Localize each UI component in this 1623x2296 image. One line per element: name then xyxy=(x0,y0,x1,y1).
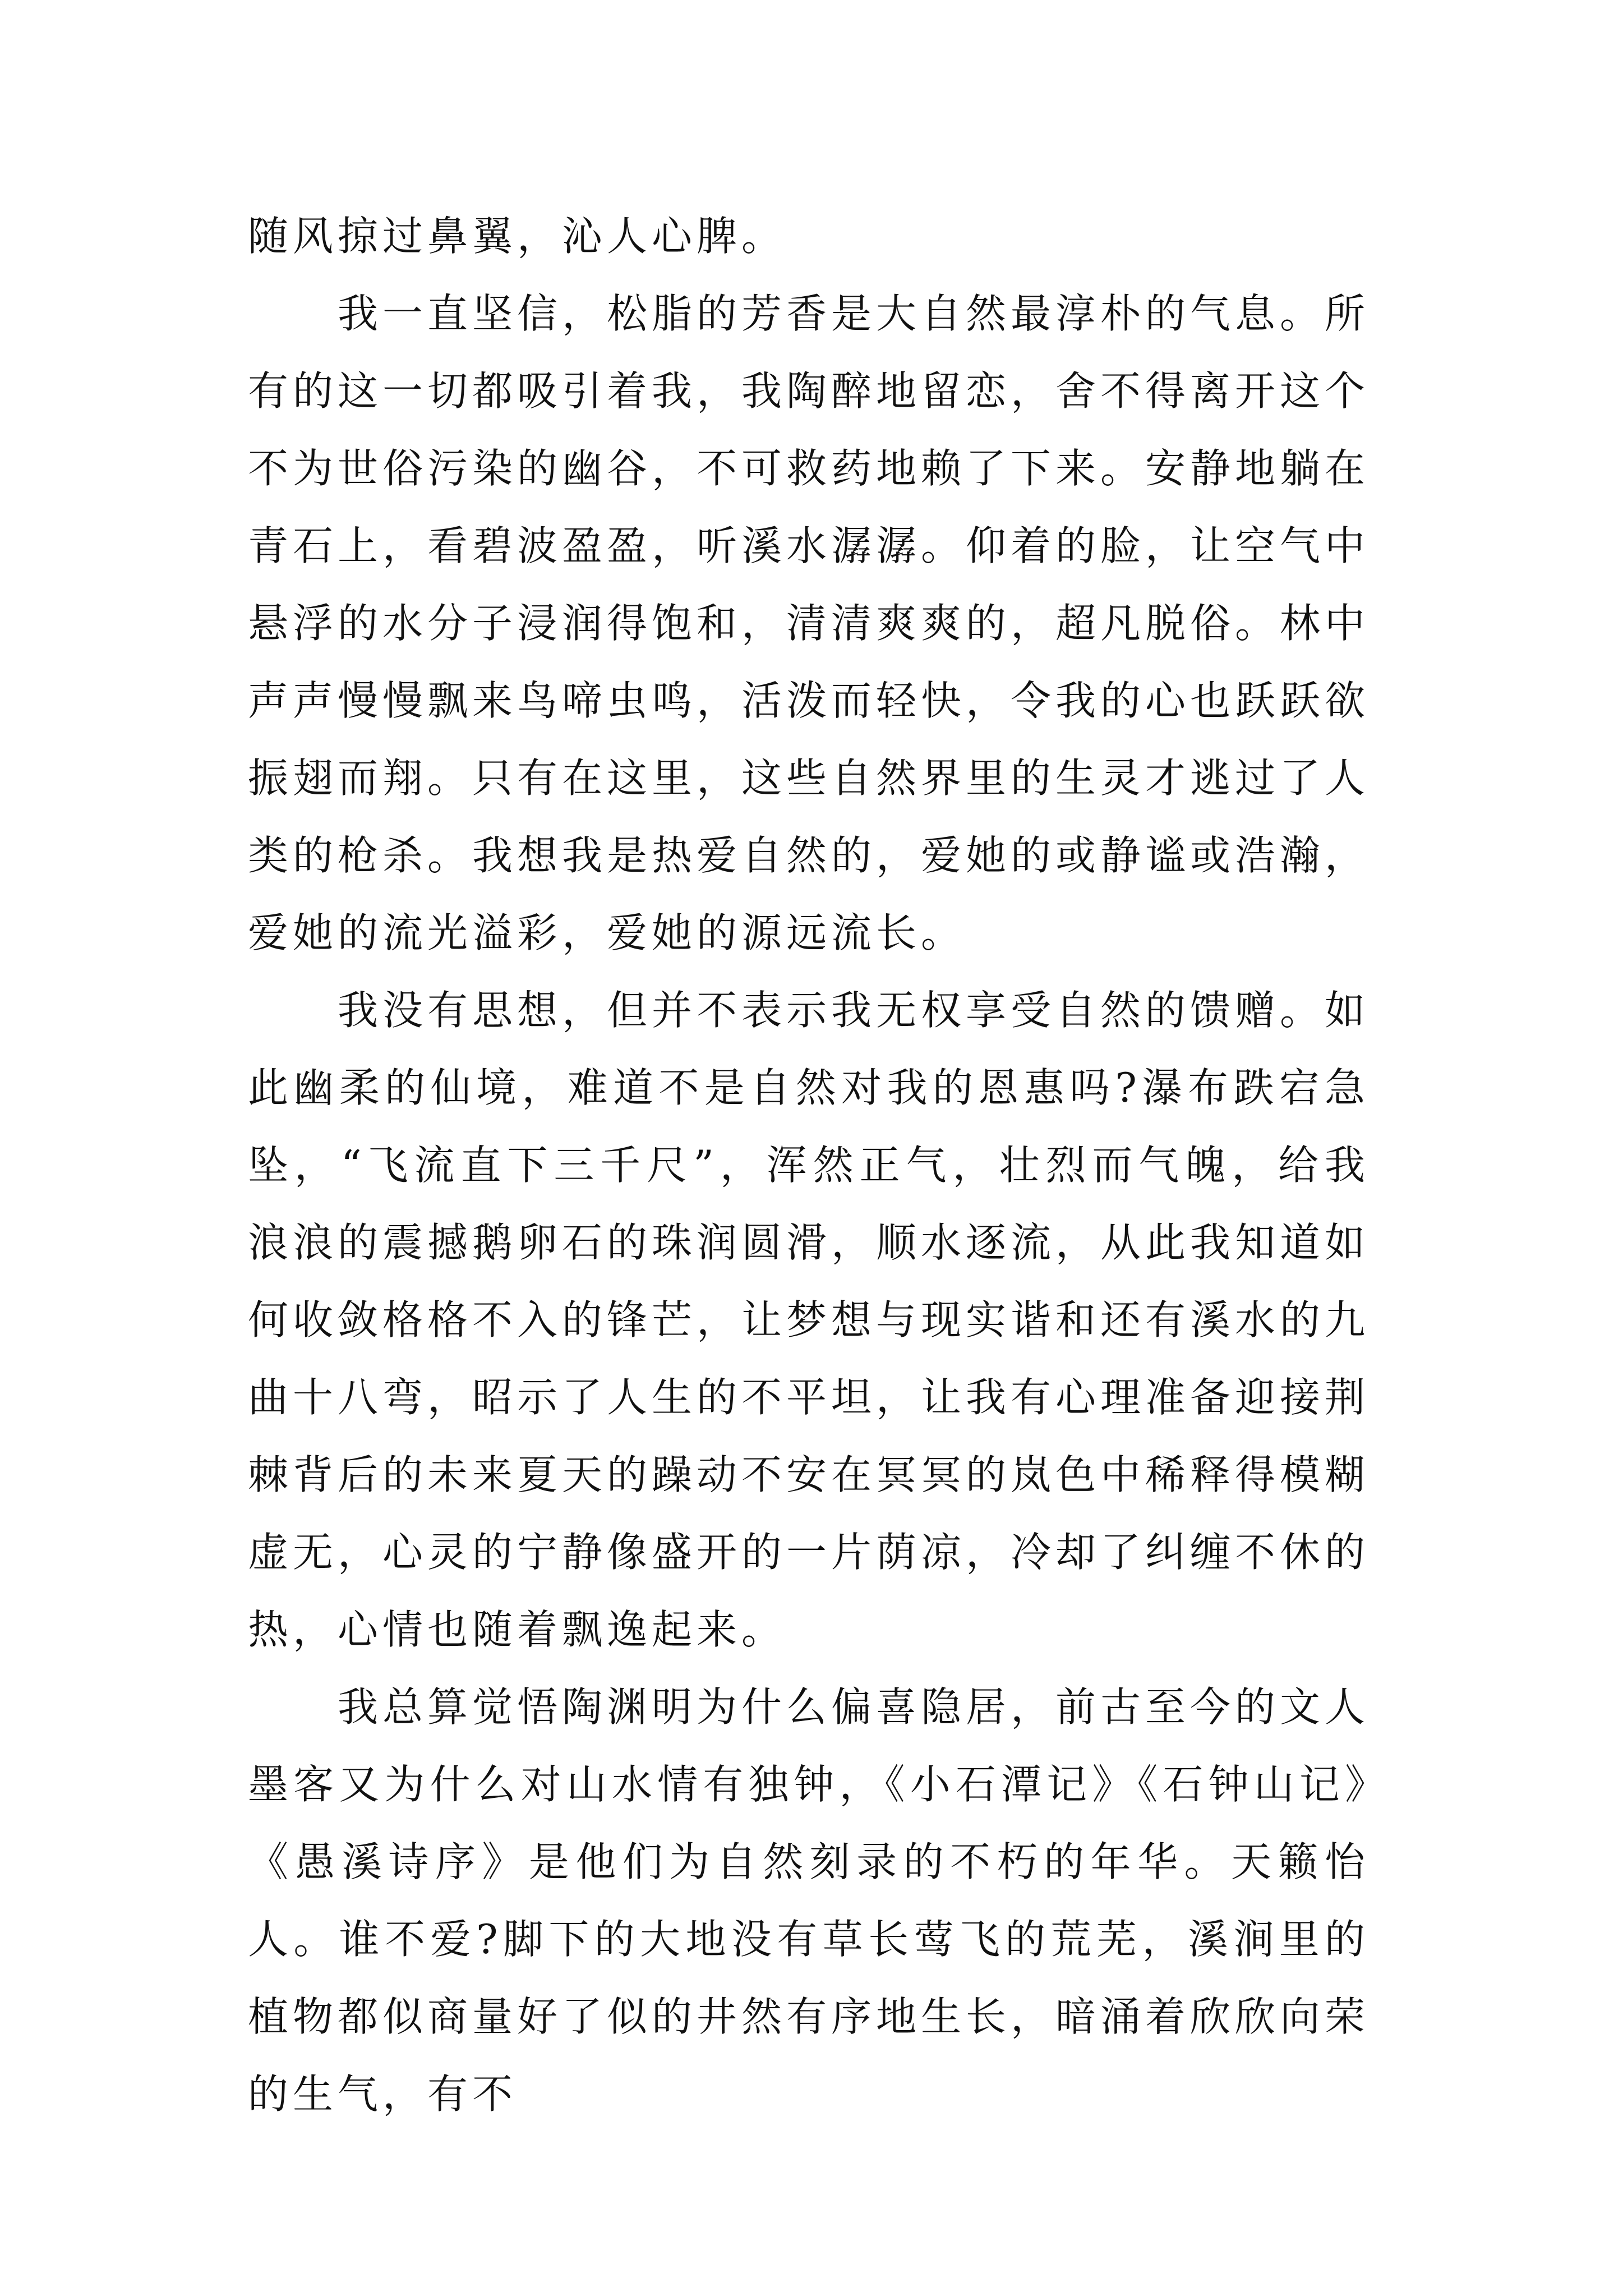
paragraph-3: 我没有思想，但并不表示我无权享受自然的馈赠。如此幽柔的仙境，难道不是自然对我的恩惠吗?瀑布跌宕急坠，“飞流直下三千尺”，浑然正气，壮烈而气魄，给我浪浪的震撼鹅卵石的珠润圆滑，顺水逐流，从此我知道如何收敛格格不入的锋芒，让梦想与现实谐和还有溪水的九曲十八弯，昭示了人生的不平坦，让我有心理准备迎接荆棘背后的未来夏天的躁动不安在冥冥的岚色中稀释得模糊虚无，心灵的宁静像盛开的一片荫凉，冷却了纠缠不休的热，心情也随着飘逸起来。 xyxy=(248,987,1370,1653)
paragraph-1: 随风掠过鼻翼，沁人心脾。 xyxy=(248,213,787,260)
paragraph-4: 我总算觉悟陶渊明为什么偏喜隐居，前古至今的文人墨客又为什么对山水情有独钟，《小石潭记》《石钟山记》《愚溪诗序》是他们为自然刻录的不朽的年华。天籁怡人。谁不爱?脚下的大地没有草长莺飞的荒芜，溪涧里的植物都似商量好了似的井然有序地生长，暗涌着欣欣向荣的生气，有不 xyxy=(248,1683,1370,2118)
body-text xyxy=(248,197,1370,2133)
paragraph-2: 我一直坚信，松脂的芳香是大自然最淳朴的气息。所有的这一切都吸引着我，我陶醉地留恋，舍不得离开这个不为世俗污染的幽谷，不可救药地赖了下来。安静地躺在青石上，看碧波盈盈，听溪水潺潺。仰着的脸，让空气中悬浮的水分子浸润得饱和，清清爽爽的，超凡脱俗。林中声声慢慢飘来鸟啼虫鸣，活泼而轻快，令我的心也跃跃欲振翅而翔。只有在这里，这些自然界里的生灵才逃过了人类的枪杀。我想我是热爱自然的，爱她的或静谧或浩瀚，爱她的流光溢彩，爱她的源远流长。 xyxy=(248,290,1370,956)
